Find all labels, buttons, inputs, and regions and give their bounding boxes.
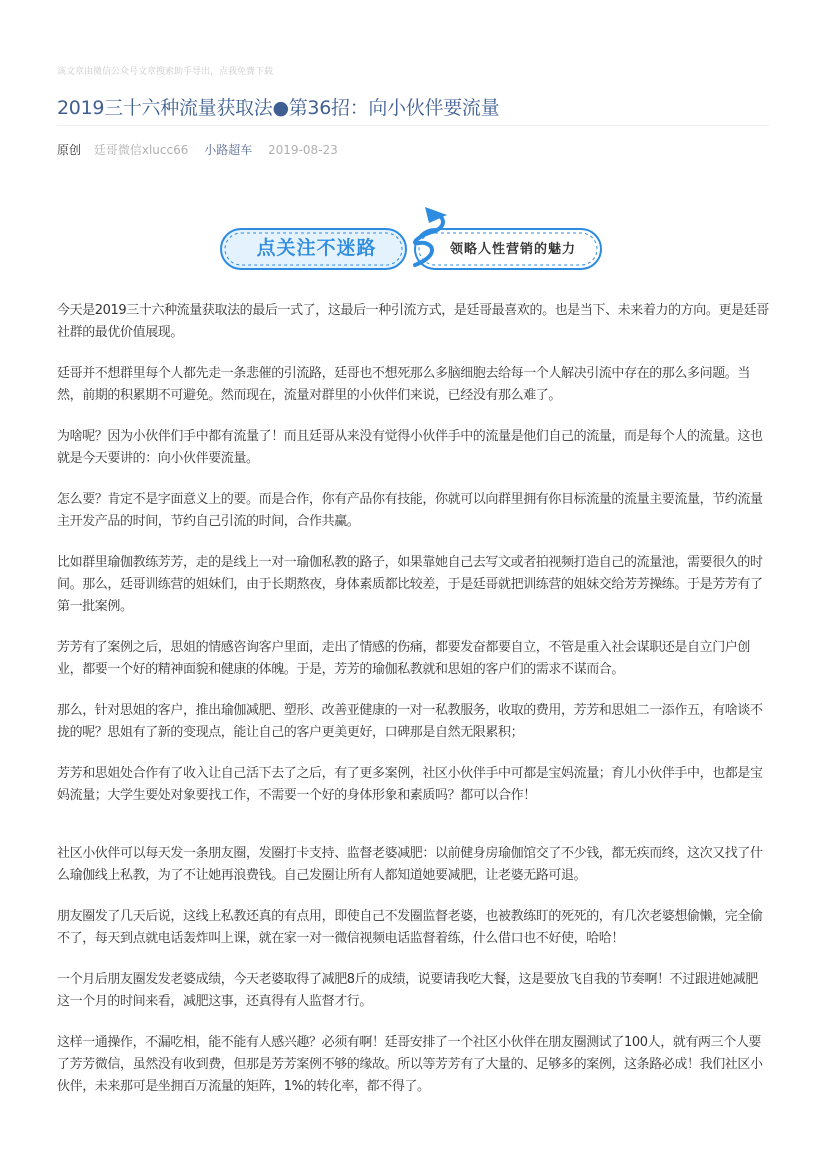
account-link[interactable]: 小路超车 bbox=[204, 143, 253, 157]
paragraph: 社区小伙伴可以每天发一条朋友圈，发圈打卡支持、监督老婆减肥：以前健身房瑜伽馆交了不少钱，都无疾而终，这次又找了什么瑜伽线上私教，为了不让她再浪费钱。自己发圈让所有人都知道她要减肥，让老婆无路可退。 bbox=[57, 846, 763, 883]
paragraph: 芳芳有了案例之后，思姐的情感咨询客户里面，走出了情感的伤痛，都要发奋都要自立，不管是重入社会谋职还是自立门户创业，都要一个好的精神面貌和健康的体魄。于是，芳芳的瑜伽私教就和思姐的客户们的需求不谋而合。 bbox=[57, 640, 751, 677]
paragraph: 一个月后朋友圈发发老婆成绩，今天老婆取得了减肥8斤的成绩，说要请我吃大餐，这是要放飞自我的节奏啊！不过跟进她减肥这一个月的时间来看，减肥这事，还真得有人监督才行。 bbox=[57, 972, 758, 1009]
article-title: 2019三十六种流量获取法●第36招：向小伙伴要流量 bbox=[57, 97, 500, 119]
original-tag: 原创 bbox=[57, 143, 82, 157]
article-meta bbox=[57, 141, 338, 158]
paragraph: 芳芳和思姐处合作有了收入让自己活下去了之后，有了更多案例，社区小伙伴手中可都是宝妈流量；育儿小伙伴手中，也都是宝妈流量；大学生要处对象要找工作，不需要一个好的身体形象和素质吗？都可以合作！ bbox=[57, 766, 763, 803]
paragraph: 朋友圈发了几天后说，这线上私教还真的有点用，即使自己不发圈监督老婆，也被教练盯的死死的，有几次老婆想偷懒，完全偷不了，每天到点就电话轰炸叫上课，就在家一对一微信视频电话监督着练，什么借口也不好使，哈哈！ bbox=[57, 909, 763, 946]
slogan-text: 领略人性营销的魅力 bbox=[449, 242, 576, 257]
paragraph: 廷哥并不想群里每个人都先走一条悲催的引流路，廷哥也不想死那么多脑细胞去给每一个人解决引流中存在的那么多问题。当然，前期的积累期不可避免。然而现在，流量对群里的小伙伴们来说，已经没有那么难了。 bbox=[57, 366, 751, 403]
publish-date: 2019-08-23 bbox=[268, 143, 338, 157]
follow-text: 点关注不迷路 bbox=[256, 237, 377, 259]
title-divider bbox=[57, 125, 769, 126]
paragraph: 比如群里瑜伽教练芳芳，走的是线上一对一瑜伽私教的路子，如果靠她自己去写文或者拍视频打造自己的流量池，需要很久的时间。那么，廷哥训练营的姐妹们，由于长期熬夜，身体素质都比较差，于是廷哥就把训练营的姐妹交给芳芳操练。于是芳芳有了第一批案例。 bbox=[57, 555, 763, 614]
follow-banner bbox=[219, 205, 603, 275]
paragraph: 今天是2019三十六种流量获取法的最后一式了，这最后一种引流方式，是廷哥最喜欢的。也是当下、未来着力的方向。更是廷哥社群的最优价值展现。 bbox=[57, 303, 769, 340]
paragraph: 那么，针对思姐的客户，推出瑜伽减肥、塑形、改善亚健康的一对一私教服务，收取的费用，芳芳和思姐二一添作五，有啥谈不拢的呢？思姐有了新的变现点，能让自己的客户更美更好，口碑那是自然无限累积； bbox=[57, 703, 763, 740]
author-name: 廷哥微信xlucc66 bbox=[93, 143, 189, 157]
export-notice[interactable]: 该文章由微信公众号文章搜索助手导出，点我免费下载 bbox=[57, 67, 274, 77]
paragraph: 为啥呢？因为小伙伴们手中都有流量了！而且廷哥从来没有觉得小伙伴手中的流量是他们自己的流量，而是每个人的流量。这也就是今天要讲的：向小伙伴要流量。 bbox=[57, 429, 763, 466]
paragraph: 这样一通操作，不漏吃相，能不能有人感兴趣？必须有啊！廷哥安排了一个社区小伙伴在朋友圈测试了100人，就有两三个人要了芳芳微信，虽然没有收到费，但那是芳芳案例不够的缘故。所以等芳芳有了大量的、足够多的案例，这条路必成！我们社区小伙伴，未来那可是坐拥百万流量的矩阵，1%的转化率，都不得了。 bbox=[57, 1035, 763, 1094]
paragraph: 怎么要？肯定不是字面意义上的要。而是合作，你有产品你有技能，你就可以向群里拥有你目标流量的流量主要流量，节约流量主开发产品的时间，节约自己引流的时间，合作共赢。 bbox=[57, 492, 763, 529]
article-body bbox=[57, 300, 769, 1117]
